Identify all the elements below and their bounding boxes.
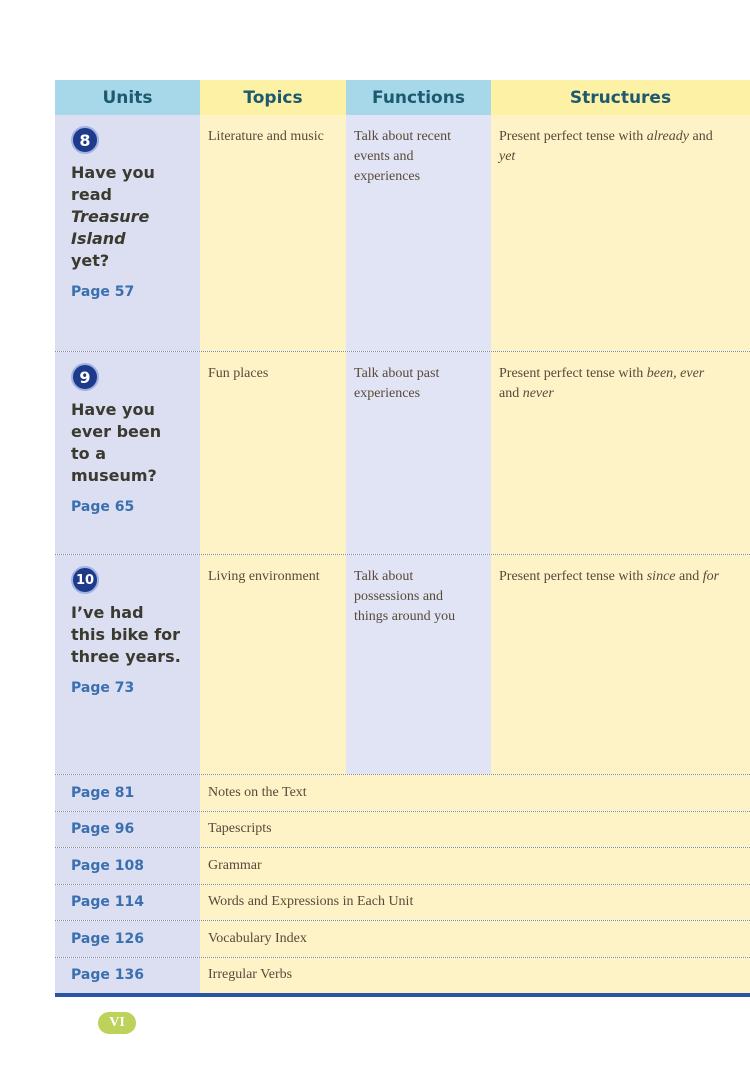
unit-title <box>71 162 190 272</box>
structure-keyword: for <box>702 569 720 584</box>
structure-text <box>499 567 742 587</box>
unit-title: I’ve had this bike for three years. <box>71 603 181 666</box>
unit-number-badge: 10 <box>71 566 99 594</box>
reference-title: Grammar <box>200 848 750 884</box>
unit-page-link[interactable]: Page 57 <box>71 284 135 300</box>
reference-row[interactable] <box>55 847 750 884</box>
reference-title: Words and Expressions in Each Unit <box>200 885 750 921</box>
function-cell <box>346 115 491 351</box>
structure-keyword: been, ever <box>646 366 705 381</box>
structure-conjunction: and <box>499 386 523 401</box>
reference-title: Vocabulary Index <box>200 921 750 957</box>
structure-cell <box>491 115 750 351</box>
unit-title-line: Have you read <box>71 163 155 204</box>
topic-text: Fun places <box>208 366 269 381</box>
reference-title: Irregular Verbs <box>200 958 750 994</box>
table-bottom-border <box>55 993 750 997</box>
unit-row <box>55 115 750 352</box>
header-functions: Functions <box>346 80 491 115</box>
function-text: Talk about recent events and experiences <box>354 129 451 184</box>
reference-page[interactable]: Page 81 <box>55 775 200 811</box>
unit-page-link[interactable]: Page 73 <box>71 680 135 696</box>
topic-text: Living environment <box>208 569 320 584</box>
reference-page[interactable]: Page 96 <box>55 812 200 848</box>
reference-title: Notes on the Text <box>200 775 750 811</box>
unit-title-line: yet? <box>71 251 110 270</box>
reference-row[interactable] <box>55 811 750 848</box>
structure-prefix: Present perfect tense with <box>499 569 647 584</box>
topic-text: Literature and music <box>208 129 324 144</box>
structure-text <box>499 127 729 167</box>
structure-prefix: Present perfect tense with <box>499 366 647 381</box>
unit-row <box>55 352 750 555</box>
structure-cell <box>491 555 750 774</box>
reference-page[interactable]: Page 114 <box>55 885 200 921</box>
reference-section <box>55 774 750 993</box>
unit-number-badge: 9 <box>71 363 99 391</box>
reference-row[interactable] <box>55 920 750 957</box>
structure-keyword: since <box>646 569 676 584</box>
unit-row <box>55 555 750 774</box>
table-header <box>55 80 750 115</box>
topic-cell <box>200 555 346 774</box>
function-cell <box>346 352 491 554</box>
structure-text <box>499 364 719 404</box>
structure-cell <box>491 352 750 554</box>
topic-cell <box>200 115 346 351</box>
structure-conjunction: and <box>688 129 713 144</box>
structure-prefix: Present perfect tense with <box>499 129 647 144</box>
structure-keyword: never <box>522 386 554 401</box>
header-topics: Topics <box>200 80 346 115</box>
reference-row[interactable] <box>55 774 750 811</box>
unit-cell <box>55 115 200 351</box>
function-cell <box>346 555 491 774</box>
reference-row[interactable] <box>55 884 750 921</box>
structure-keyword: yet <box>499 149 516 164</box>
reference-row[interactable] <box>55 957 750 994</box>
topic-cell <box>200 352 346 554</box>
reference-title: Tapescripts <box>200 812 750 848</box>
unit-cell <box>55 555 200 774</box>
unit-title: Have you ever been to a museum? <box>71 400 162 485</box>
header-units: Units <box>55 80 200 115</box>
function-text: Talk about possessions and things around you <box>354 569 456 624</box>
unit-page-link[interactable]: Page 65 <box>71 499 135 515</box>
reference-page[interactable]: Page 108 <box>55 848 200 884</box>
structure-keyword: already <box>646 129 689 144</box>
structure-conjunction: and <box>675 569 703 584</box>
unit-number-badge: 8 <box>71 126 99 154</box>
reference-page[interactable]: Page 136 <box>55 958 200 994</box>
table-of-contents <box>55 80 750 997</box>
reference-page[interactable]: Page 126 <box>55 921 200 957</box>
unit-cell <box>55 352 200 554</box>
page-number-badge: VI <box>98 1012 136 1034</box>
unit-title-book: Treasure Island <box>71 207 150 248</box>
header-structures: Structures <box>491 80 750 115</box>
function-text: Talk about past experiences <box>354 366 440 401</box>
